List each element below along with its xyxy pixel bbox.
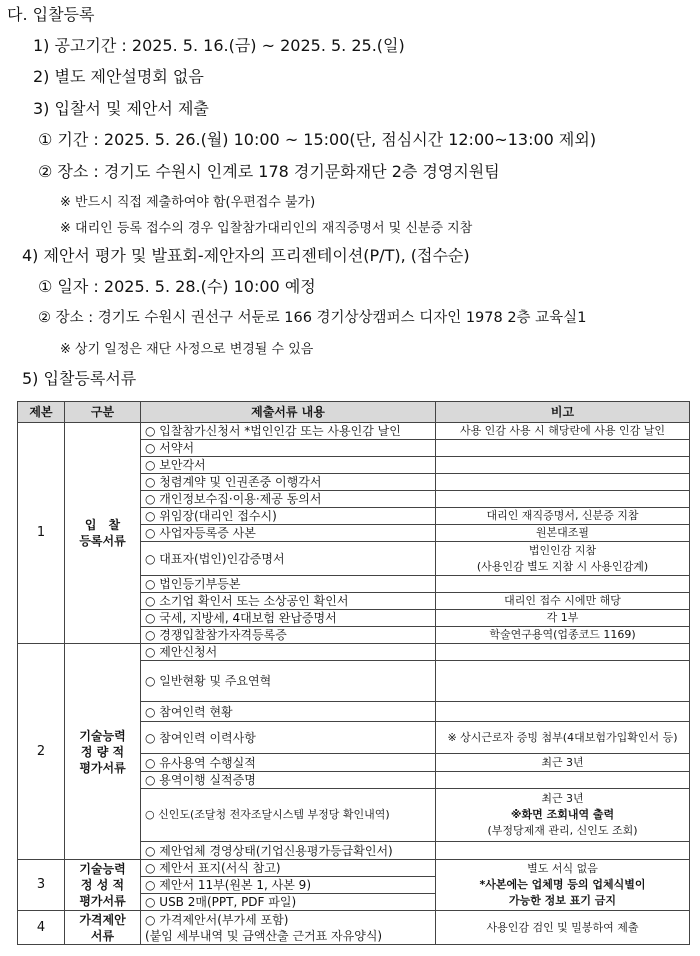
doc-item: ○ 법인등기부등본 bbox=[141, 576, 436, 593]
group-title-line: 정 량 적 bbox=[80, 744, 125, 759]
evaluation-place: ② 장소 : 경기도 수원시 권선구 서둔로 166 경기상상캠퍼스 디자인 1978 2층 교육실1 bbox=[38, 310, 587, 326]
doc-item: ○ 보안각서 bbox=[141, 457, 436, 474]
submission-place: ② 장소 : 경기도 수원시 인계로 178 경기문화재단 2층 경영지원팀 bbox=[38, 162, 500, 181]
doc-remark bbox=[436, 576, 690, 593]
doc-remark bbox=[436, 491, 690, 508]
section-heading: 다. 입찰등록 bbox=[7, 5, 95, 24]
doc-item: ○ 청렴계약 및 인권존중 이행각서 bbox=[141, 474, 436, 491]
group-title bbox=[65, 911, 141, 945]
doc-item: ○ 제안서 표지(서식 참고) bbox=[141, 860, 436, 877]
doc-item-line: (붙임 세부내역 및 금액산출 근거표 자유양식) bbox=[145, 928, 383, 943]
table-row bbox=[18, 644, 690, 661]
group-title-line: 평가서류 bbox=[79, 894, 126, 908]
doc-item: ○ 참여인력 이력사항 bbox=[141, 722, 436, 754]
remark-line: *사본에는 업체명 등의 업체식별이 bbox=[479, 878, 646, 891]
doc-remark: 각 1부 bbox=[436, 610, 690, 627]
doc-item: ○ 참여인력 현황 bbox=[141, 702, 436, 722]
documents-table bbox=[17, 401, 690, 945]
doc-item: ○ 제안서 11부(원본 1, 사본 9) bbox=[141, 877, 436, 894]
doc-remark bbox=[436, 860, 690, 911]
doc-item: ○ 개인정보수집·이용·제공 동의서 bbox=[141, 491, 436, 508]
group-title-line: 가격제안 bbox=[79, 912, 126, 927]
header-no: 제본 bbox=[18, 402, 65, 423]
table-row bbox=[18, 423, 690, 440]
group-title-line: 입 찰 bbox=[84, 518, 121, 532]
group-title-line: 서류 bbox=[90, 928, 115, 943]
doc-remark: 사용인감 검인 및 밀봉하여 제출 bbox=[436, 911, 690, 945]
remark-line: 법인인감 지참 bbox=[528, 543, 597, 557]
doc-remark bbox=[436, 842, 690, 860]
doc-item: ○ 경쟁입찰참가자격등록증 bbox=[141, 627, 436, 644]
note-schedule: ※ 상기 일정은 재단 사정으로 변경될 수 있음 bbox=[60, 342, 314, 357]
submission-period: ① 기간 : 2025. 5. 26.(월) 10:00 ~ 15:00(단, 점심시간 12:00~13:00 제외) bbox=[38, 130, 597, 149]
doc-remark bbox=[436, 457, 690, 474]
remark-line: 별도 서식 없음 bbox=[527, 862, 598, 875]
doc-item: ○ 사업자등록증 사본 bbox=[141, 525, 436, 542]
doc-item: ○ 제안업체 경영상태(기업신용평가등급확인서) bbox=[141, 842, 436, 860]
doc-item: ○ 용역이행 실적증명 bbox=[141, 772, 436, 789]
doc-remark: 사용 인감 사용 시 해당란에 사용 인감 날인 bbox=[436, 423, 690, 440]
group-title bbox=[65, 644, 141, 860]
table-header-row bbox=[18, 402, 690, 423]
group-title-line: 등록서류 bbox=[79, 534, 126, 548]
doc-item: ○ 일반현황 및 주요연혁 bbox=[141, 661, 436, 702]
group-number: 1 bbox=[18, 423, 65, 644]
doc-item bbox=[141, 911, 436, 945]
doc-item: ○ 대표자(법인)인감증명서 bbox=[141, 542, 436, 576]
group-number: 4 bbox=[18, 911, 65, 945]
doc-item: ○ 서약서 bbox=[141, 440, 436, 457]
group-title bbox=[65, 860, 141, 911]
doc-item: ○ 입찰참가신청서 *법인인감 또는 사용인감 날인 bbox=[141, 423, 436, 440]
no-briefing: 2) 별도 제안설명회 없음 bbox=[33, 67, 204, 86]
doc-remark bbox=[436, 542, 690, 576]
remark-line: 최근 3년 bbox=[541, 792, 584, 805]
doc-remark: 최근 3년 bbox=[436, 754, 690, 772]
doc-item: ○ 소기업 확인서 또는 소상공인 확인서 bbox=[141, 593, 436, 610]
doc-remark: ※ 상시근로자 증빙 첨부(4대보험가입확인서 등) bbox=[436, 722, 690, 754]
doc-remark: 대리인 접수 시에만 해당 bbox=[436, 593, 690, 610]
evaluation-date: ① 일자 : 2025. 5. 28.(수) 10:00 예정 bbox=[38, 277, 316, 296]
notice-period: 1) 공고기간 : 2025. 5. 16.(금) ~ 2025. 5. 25.(일) bbox=[33, 36, 405, 55]
header-remark: 비고 bbox=[436, 402, 690, 423]
group-title-line: 기술능력 bbox=[79, 728, 126, 743]
doc-item: ○ 위임장(대리인 접수시) bbox=[141, 508, 436, 525]
doc-remark bbox=[436, 702, 690, 722]
doc-remark bbox=[436, 789, 690, 842]
doc-remark bbox=[436, 772, 690, 789]
doc-remark: 학술연구용역(업종코드 1169) bbox=[436, 627, 690, 644]
group-number: 3 bbox=[18, 860, 65, 911]
submission-heading: 3) 입찰서 및 제안서 제출 bbox=[33, 99, 209, 118]
group-title-line: 평가서류 bbox=[79, 760, 126, 775]
note-direct-submit: ※ 반드시 직접 제출하여야 함(우편접수 불가) bbox=[60, 195, 316, 210]
group-title-line: 정 성 적 bbox=[80, 878, 125, 892]
remark-line: (부정당제재 관리, 신인도 조회) bbox=[487, 824, 638, 837]
doc-item: ○ 유사용역 수행실적 bbox=[141, 754, 436, 772]
remark-line: ※화면 조회내역 출력 bbox=[510, 808, 615, 821]
table-row bbox=[18, 911, 690, 945]
doc-remark bbox=[436, 644, 690, 661]
header-category: 구분 bbox=[65, 402, 141, 423]
group-number: 2 bbox=[18, 644, 65, 860]
table-row bbox=[18, 860, 690, 877]
remark-line: 가능한 정보 표기 금지 bbox=[508, 894, 617, 907]
doc-item: ○ 국세, 지방세, 4대보험 완납증명서 bbox=[141, 610, 436, 627]
note-agent: ※ 대리인 등록 접수의 경우 입찰참가대리인의 재직증명서 및 신분증 지참 bbox=[60, 221, 473, 236]
doc-remark bbox=[436, 661, 690, 702]
header-content: 제출서류 내용 bbox=[141, 402, 436, 423]
remark-line: (사용인감 별도 지참 시 사용인감계) bbox=[476, 559, 649, 573]
doc-remark bbox=[436, 474, 690, 491]
doc-item-line: ○ 가격제안서(부가세 포함) bbox=[145, 912, 289, 927]
group-title-line: 기술능력 bbox=[79, 862, 126, 876]
doc-remark bbox=[436, 440, 690, 457]
documents-heading: 5) 입찰등록서류 bbox=[22, 369, 137, 388]
doc-item: ○ 제안신청서 bbox=[141, 644, 436, 661]
doc-item: ○ 신인도(조달청 전자조달시스템 부정당 확인내역) bbox=[141, 789, 436, 842]
doc-remark: 원본대조필 bbox=[436, 525, 690, 542]
doc-remark: 대리인 재직증명서, 신분증 지참 bbox=[436, 508, 690, 525]
evaluation-heading: 4) 제안서 평가 및 발표회-제안자의 프리젠테이션(P/T), (접수순) bbox=[22, 246, 470, 265]
doc-item: ○ USB 2매(PPT, PDF 파일) bbox=[141, 894, 436, 911]
group-title bbox=[65, 423, 141, 644]
